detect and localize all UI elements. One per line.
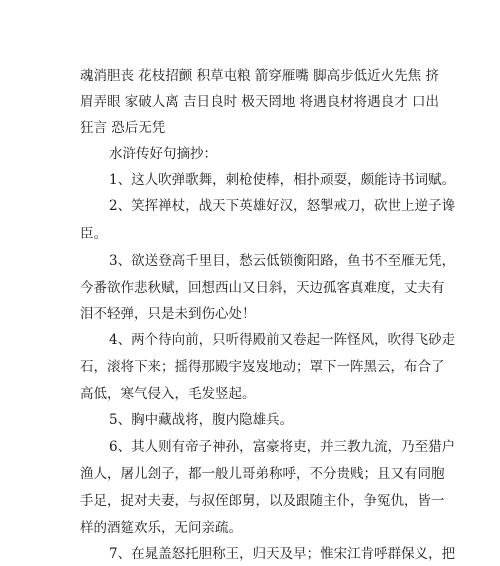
paragraph-8-line-1: 6、其人则有帝子神孙，富豪将吏，并三教九流，乃至猎户 (109, 439, 456, 455)
paragraph-8-line-4: 样的酒筵欢乐，无问亲疏。 (80, 520, 242, 536)
paragraph-1-line-3: 狂言 恐后无凭 (80, 120, 166, 136)
paragraph-4-line-1: 2、笑挥禅杖，战天下英雄好汉，怒掣戒刀，砍世上逆子谗 (109, 198, 456, 214)
paragraph-4-line-2: 臣。 (80, 226, 107, 242)
paragraph-6-line-3: 高低，寒气侵入，毛发竖起。 (80, 386, 256, 402)
paragraph-6-line-1: 4、两个待向前，只听得殿前又卷起一阵怪风，吹得飞砂走 (109, 332, 456, 348)
paragraph-2-line-1: 水浒传好句摘抄： (109, 146, 217, 162)
paragraph-5-line-3: 泪不轻弹，只是未到伤心处！ (80, 306, 256, 322)
paragraph-8-line-3: 手足，捉对夫妻，与叔侄郎舅，以及跟随主仆，争冤仇，皆一 (80, 493, 445, 509)
paragraph-3-line-1: 1、这人吹弹歌舞，刺枪使棒，相扑顽耍，颇能诗书词赋。 (109, 172, 456, 188)
paragraph-9-line-1: 7、在晁盖怒托胆称王，归天及早；惟宋江肯呼群保义，把 (109, 546, 456, 562)
paragraph-1-line-1: 魂消胆丧 花枝招颤 积草屯粮 箭穿雁嘴 脚高步低近火先焦 挤 (80, 68, 439, 84)
paragraph-5-line-2: 今番欲作悲秋赋，回想西山又日斜，天边孤客真难度，丈夫有 (80, 280, 445, 296)
paragraph-6-line-2: 石，滚将下来；摇得那殿宇岌岌地动；罩下一阵黑云，布合了 (80, 359, 445, 375)
paragraph-1-line-2: 眉弄眼 家破人离 吉日良时 极天罔地 将遇良材将遇良才 口出 (80, 94, 439, 110)
paragraph-8-line-2: 渔人，屠儿刽子，都一般儿哥弟称呼，不分贵贱；且又有同胞 (80, 466, 445, 482)
paragraph-7-line-1: 5、胸中藏战将，腹内隐雄兵。 (109, 412, 294, 428)
paragraph-5-line-1: 3、欲送登高千里目，愁云低锁衡阳路，鱼书不至雁无凭， (109, 253, 456, 269)
